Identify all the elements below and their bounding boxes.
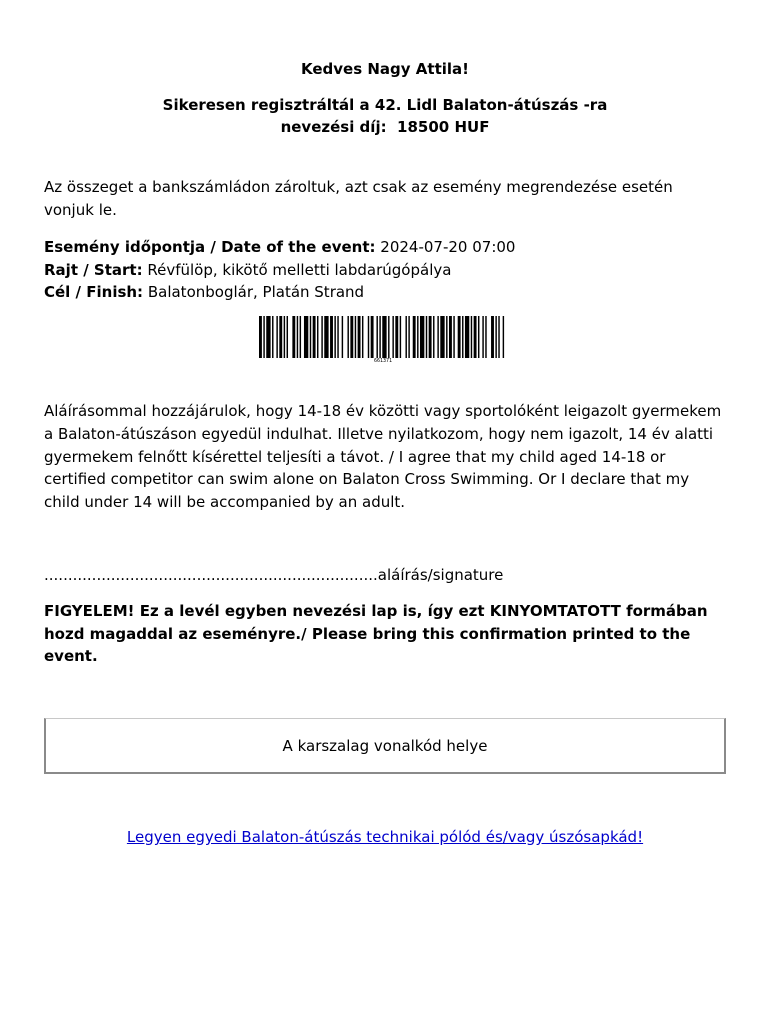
barcode-bar	[503, 316, 504, 358]
barcode-bars	[259, 316, 507, 358]
fee-label: nevezési díj:	[280, 118, 387, 136]
barcode-bar	[382, 316, 386, 358]
barcode-bar	[324, 316, 328, 358]
signature-line	[44, 564, 726, 586]
barcode-bar	[437, 316, 438, 358]
barcode-bar	[376, 316, 377, 358]
registration-line: Sikeresen regisztráltál a 42. Lidl Balaton-átúszás -ra	[162, 96, 608, 114]
barcode-bar	[458, 316, 461, 358]
barcode-bar	[313, 316, 316, 358]
barcode-bar	[413, 316, 416, 358]
barcode-bar	[478, 316, 479, 358]
barcode-bar	[263, 316, 264, 358]
barcode-bar	[342, 316, 343, 358]
barcode-bar	[362, 316, 363, 358]
barcode-bar	[440, 316, 444, 358]
barcode-bar	[465, 316, 469, 358]
barcode-bar	[408, 316, 409, 358]
barcode-bar	[446, 316, 447, 358]
promo-section	[44, 826, 726, 848]
barcode-bar	[334, 316, 335, 358]
barcode-bar	[471, 316, 472, 358]
barcode-bar	[449, 316, 452, 358]
barcode-number: 661371	[373, 358, 393, 364]
barcode-bar	[297, 316, 298, 358]
wristband-box-label: A karszalag vonalkód helye	[282, 736, 488, 755]
payment-note: Az összeget a bankszámládon zároltuk, azt csak az esemény megrendezése esetén vonjuk le.	[44, 178, 673, 219]
barcode-bar	[347, 316, 348, 358]
barcode-bar	[259, 316, 262, 358]
consent-statement: Aláírásommal hozzájárulok, hogy 14-18 év közötti vagy sportolóként leigazolt gyermekem a Balaton-átúszáson egyedül indulhat. Illetve nyilatkozom, hogy nem igazolt, 14 év alatti gyermekem felnőtt kísérettel teljesíti a távot. / I agree that my child aged 14-18 or certified competitor can swim alone on Balaton Cross Swimming. Or I declare that my child under 14 will be accompanied by an adult.	[44, 402, 722, 512]
start-label: Rajt / Start:	[44, 260, 143, 279]
barcode-bar	[495, 316, 496, 358]
barcode-bar	[482, 316, 483, 358]
barcode-bar	[392, 316, 393, 358]
event-date-value: 2024-07-20 07:00	[380, 238, 516, 256]
finish-value: Balatonboglár, Platán Strand	[147, 283, 365, 301]
event-details	[44, 236, 726, 304]
barcode-bar	[420, 316, 424, 358]
print-notice: FIGYELEM! Ez a levél egyben nevezési lap is, így ezt KINYOMTATOTT formában hozd magaddal az eseményre./ Please bring this confirmation printed to the event.	[44, 602, 708, 665]
barcode-bar	[417, 316, 418, 358]
barcode-bar	[292, 316, 295, 358]
barcode-bar	[304, 316, 308, 358]
barcode-bar	[400, 316, 401, 358]
barcode-bar	[310, 316, 311, 358]
barcode-bar	[350, 316, 353, 358]
barcode-bar	[368, 316, 369, 358]
wristband-barcode-box	[44, 718, 726, 774]
barcode-bar	[321, 316, 322, 358]
barcode-bar	[279, 316, 282, 358]
barcode-bar	[276, 316, 277, 358]
registration-summary	[44, 94, 726, 138]
barcode-bar	[379, 316, 380, 358]
barcode-bar	[355, 316, 356, 358]
barcode-bar	[358, 316, 361, 358]
barcode-bar	[429, 316, 432, 358]
start-value: Révfülöp, kikötő melletti labdarúgópálya	[147, 260, 452, 279]
barcode-bar	[491, 316, 494, 358]
barcode-bar	[474, 316, 477, 358]
greeting-heading: Kedves Nagy Attila!	[301, 60, 469, 78]
signature-dots: ......................................................................	[44, 566, 378, 584]
barcode-bar	[300, 316, 301, 358]
barcode-bar	[453, 316, 454, 358]
event-date-row	[44, 236, 726, 259]
signature-label: aláírás/signature	[377, 566, 504, 584]
barcode-bar	[433, 316, 434, 358]
barcode-bar	[371, 316, 374, 358]
fee-value: 18500 HUF	[397, 118, 490, 136]
barcode-bar	[272, 316, 273, 358]
barcode	[259, 316, 507, 364]
barcode-bar	[395, 316, 398, 358]
event-date-label: Esemény időpontja / Date of the event:	[44, 238, 376, 256]
barcode-bar	[498, 316, 499, 358]
barcode-bar	[405, 316, 406, 358]
finish-label: Cél / Finish:	[44, 283, 144, 301]
barcode-bar	[266, 316, 270, 358]
barcode-bar	[317, 316, 318, 358]
barcode-bar	[485, 316, 486, 358]
barcode-bar	[426, 316, 427, 358]
start-row	[44, 259, 726, 282]
barcode-bar	[284, 316, 285, 358]
barcode-bar	[462, 316, 463, 358]
barcode-bar	[337, 316, 338, 358]
barcode-bar	[388, 316, 389, 358]
finish-row	[44, 281, 726, 304]
fee-line	[44, 116, 726, 138]
barcode-bar	[330, 316, 333, 358]
barcode-bar	[287, 316, 288, 358]
promo-link[interactable]: Legyen egyedi Balaton-átúszás technikai pólód és/vagy úszósapkád!	[126, 828, 644, 846]
